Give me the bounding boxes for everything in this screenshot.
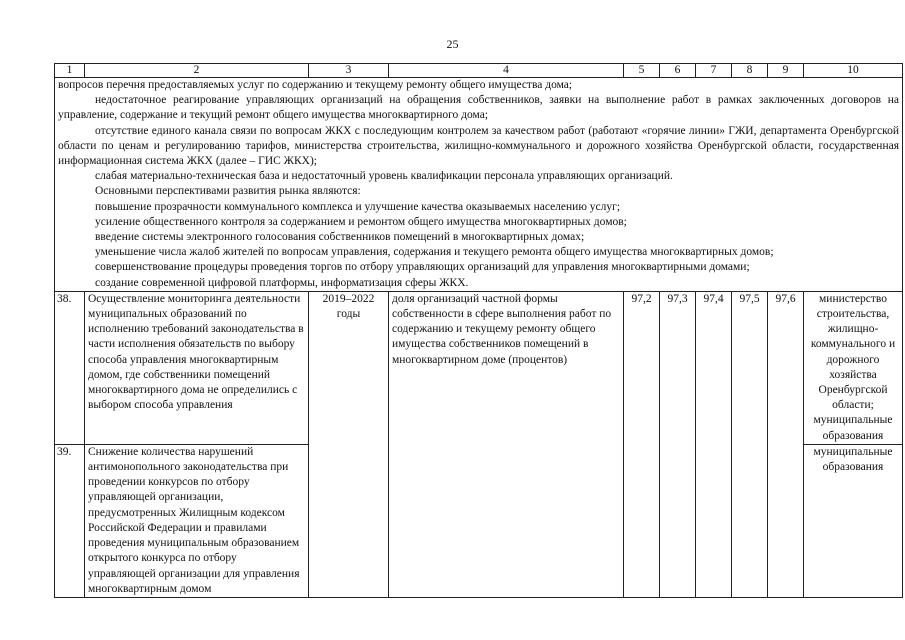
description-cell	[55, 78, 903, 292]
column-header: 6	[660, 64, 696, 78]
description-row	[55, 78, 903, 292]
column-header: 4	[389, 64, 624, 78]
paragraph: усиление общественного контроля за содержанием и ремонтом общего имущества многоквартирных домов;	[95, 215, 627, 228]
paragraph: введение системы электронного голосования собственников помещений в многоквартирных домах;	[95, 231, 585, 244]
column-number-row	[55, 64, 903, 78]
responsible-cell: министерство строительства, жилищно-коммунального и дорожного хозяйства Оренбургской области; муниципальные образования	[804, 291, 903, 444]
paragraph: повышение прозрачности коммунального комплекса и улучшение качества оказываемых населению услуг;	[95, 200, 621, 213]
column-header: 2	[85, 64, 309, 78]
column-header: 3	[309, 64, 389, 78]
paragraph: создание современной цифровой платформы, информатизация сферы ЖКХ.	[95, 276, 469, 289]
indicator-cell: доля организаций частной формы собственности в сфере выполнения работ по содержанию и текущему ремонту общего имущества собственников помещений в многоквартирном доме (процентов)	[389, 291, 624, 597]
page-number: 25	[446, 37, 459, 51]
paragraph: недостаточное реагирование управляющих организаций на обращения собственников, заявки на выполнение работ в рамках заключенных договоров на управление, содержание и текущий ремонт общего имущества многоквартирного дома;	[58, 94, 899, 122]
value-2022: 97,5	[732, 291, 768, 597]
responsible-cell: муниципальные образования	[804, 444, 903, 597]
paragraph: уменьшение числа жалоб жителей по вопросам управления, содержания и текущего ремонта общего имущества многоквартирных домов;	[95, 246, 774, 259]
paragraph: вопросов перечня предоставляемых услуг по содержанию и текущему ремонту общего имущества дома;	[58, 79, 573, 91]
column-header: 7	[696, 64, 732, 78]
row-number: 39.	[55, 444, 85, 597]
column-header: 8	[732, 64, 768, 78]
column-header: 1	[55, 64, 85, 78]
table-row	[55, 291, 903, 444]
value-2020: 97,3	[660, 291, 696, 597]
value-2019: 97,2	[624, 291, 660, 597]
column-header: 5	[624, 64, 660, 78]
paragraph: отсутствие единого канала связи по вопросам ЖКХ с последующим контролем за качеством работ (работают «горячие линии» ГЖИ, департамента Оренбургской области по ценам и регулированию тарифов, министерства строительства, жилищно-коммунального и дорожного хозяйства Оренбургской области, государственная информационная система ЖКХ (далее – ГИС ЖКХ);	[58, 124, 899, 168]
column-header: 9	[768, 64, 804, 78]
value-2021: 97,4	[696, 291, 732, 597]
measure-cell: Снижение количества нарушений антимонопольного законодательства при проведении конкурсов по отбору управляющей организации, предусмотренных Жилищным кодексом Российской Федерации и правилами проведения муниципальным образованием открытого конкурса по отбору управляющей организации для управления многоквартирным домом	[85, 444, 309, 597]
column-header: 10	[804, 64, 903, 78]
measures-table	[54, 63, 903, 598]
measure-cell: Осуществление мониторинга деятельности муниципальных образований по исполнению требований законодательства в части исполнения обязательств по выбору способа управления многоквартирным домом, где собственники помещений многоквартирного дома не определились с выбором способа управления	[85, 291, 309, 444]
paragraph: совершенствование процедуры проведения торгов по отбору управляющих организаций для управления многоквартирными домами;	[95, 261, 750, 274]
paragraph: слабая материально-техническая база и недостаточный уровень квалификации персонала управляющих организаций.	[95, 170, 673, 183]
row-number: 38.	[55, 291, 85, 444]
period-cell: 2019–2022 годы	[309, 291, 389, 597]
value-2023: 97,6	[768, 291, 804, 597]
paragraph: Основными перспективами развития рынка являются:	[95, 185, 361, 198]
